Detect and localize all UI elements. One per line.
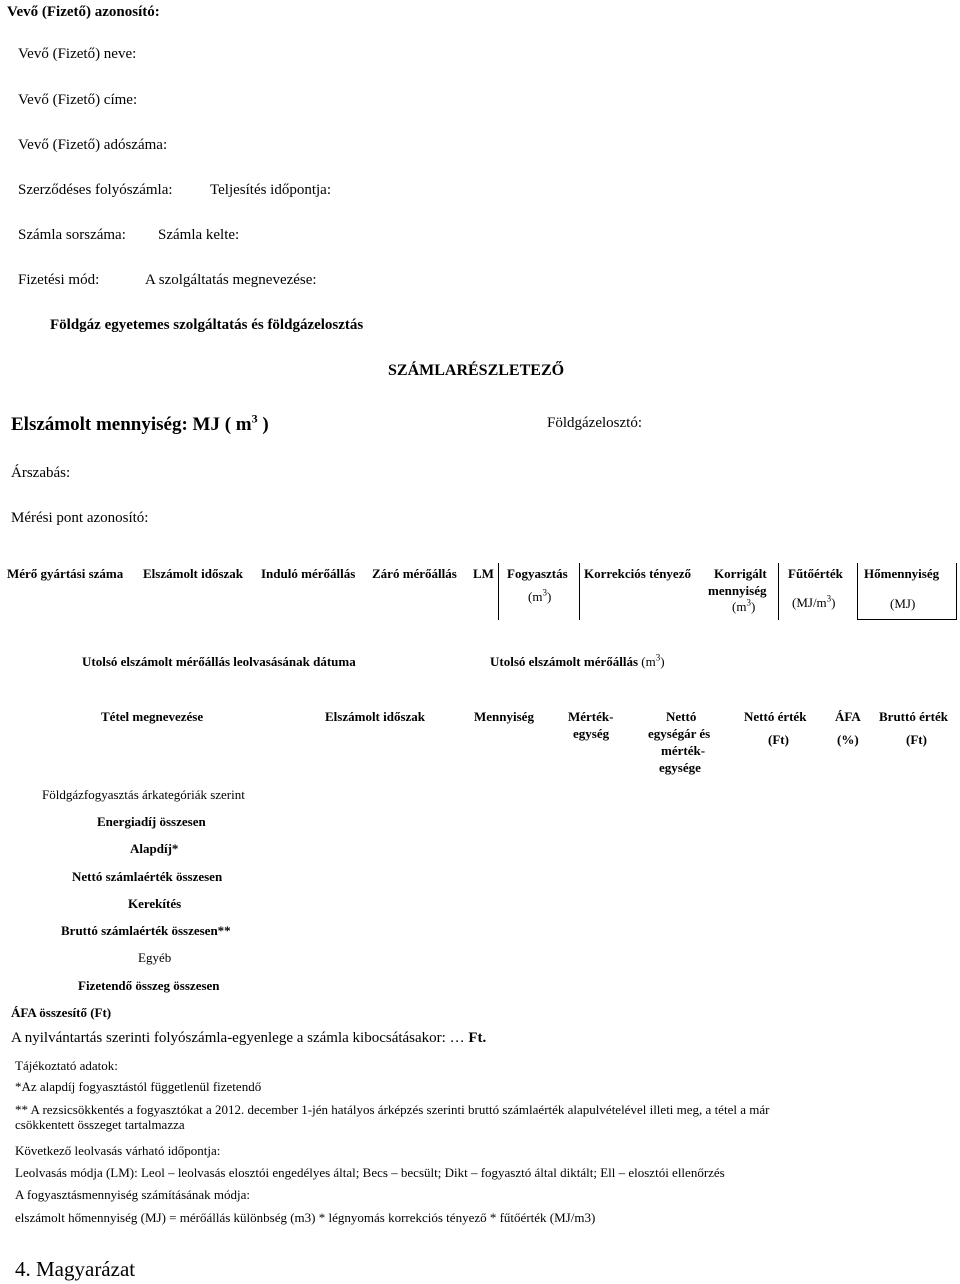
service-name-label: A szolgáltatás megnevezése: — [145, 272, 317, 288]
col-consumption-unit: $(m^3)$ — [528, 587, 552, 604]
item-row: Fizetendő összeg összesen — [78, 978, 220, 993]
invoice-number-label: Számla sorszáma: — [18, 227, 126, 243]
measure-point-label: Mérési pont azonosító: — [11, 510, 149, 526]
col-net-unit-price-4: egysége — [659, 760, 701, 775]
calc-method-title: A fogyasztásmennyiség számításának módja: — [15, 1187, 251, 1202]
col-item-period: Elszámolt időszak — [325, 709, 426, 724]
col-calorific-unit: $(MJ/m^3)$ — [792, 593, 836, 610]
col-corrected-2: mennyiség — [708, 583, 767, 598]
col-net-value: Nettó érték — [744, 709, 807, 724]
buyer-id-label: Vevő (Fizető) azonosító: — [7, 4, 160, 20]
meter-table-divider — [579, 563, 580, 620]
meter-table-divider — [857, 563, 858, 620]
col-gross-value: Bruttó érték — [879, 709, 948, 724]
col-vat-unit: (%) — [837, 732, 859, 747]
col-meter-serial: Mérő gyártási száma — [7, 566, 124, 581]
col-item-unit: Mérték- — [568, 709, 614, 724]
col-heat: Hőmennyiség — [864, 566, 940, 581]
pricing-label: Árszabás: — [11, 465, 71, 481]
buyer-name-label: Vevő (Fizető) neve: — [18, 46, 137, 62]
fulfilment-date-label: Teljesítés időpontja: — [210, 182, 332, 198]
col-vat: ÁFA — [835, 709, 861, 724]
col-corrected-unit: $(m^3)$ — [732, 597, 756, 614]
vat-summary-label: ÁFA összesítő (Ft) — [11, 1005, 112, 1020]
meter-table-divider — [498, 563, 499, 620]
section-title: SZÁMLARÉSZLETEZŐ — [388, 362, 565, 379]
item-row: Egyéb — [138, 950, 172, 965]
invoice-date-label: Számla kelte: — [158, 227, 240, 243]
item-row: Alapdíj* — [130, 841, 179, 856]
last-reading-date-label: Utolsó elszámolt mérőállás leolvasásának dátuma — [82, 654, 356, 669]
meter-table-divider — [956, 563, 957, 620]
contract-account-label: Szerződéses folyószámla: — [18, 182, 173, 198]
item-row: Kerekítés — [128, 896, 182, 911]
section-footer-heading: 4. Magyarázat — [15, 1257, 136, 1281]
meter-table-divider — [778, 563, 779, 620]
last-reading-label: Utolsó elszámolt mérőállás $(m^3)$ — [490, 652, 665, 669]
col-heat-unit: (MJ) — [890, 596, 916, 611]
col-net-unit-price-2: egységár és — [648, 726, 711, 741]
account-balance: A nyilvántartás szerinti folyószámla-egyenlege a számla kibocsátásakor: … Ft. — [11, 1030, 487, 1046]
col-correction: Korrekciós tényező — [584, 566, 691, 581]
distributor-label: Földgázelosztó: — [547, 415, 642, 431]
col-start-reading: Induló mérőállás — [261, 566, 356, 581]
col-reading-method: LM — [473, 566, 494, 581]
buyer-address-label: Vevő (Fizető) címe: — [18, 92, 138, 108]
item-row: Energiadíj összesen — [97, 814, 206, 829]
note-rezsi-line2: csökkentett összeget tartalmazza — [15, 1117, 185, 1132]
calc-formula: elszámolt hőmennyiség (MJ) = mérőállás különbség (m3) * légnyomás korrekciós tényező * fűtőérték (MJ/m3) — [15, 1210, 596, 1225]
col-billed-period: Elszámolt időszak — [143, 566, 244, 581]
buyer-tax-label: Vevő (Fizető) adószáma: — [18, 137, 168, 153]
col-net-unit-price-3: mérték- — [661, 743, 706, 758]
payment-method-label: Fizetési mód: — [18, 272, 100, 288]
service-title: Földgáz egyetemes szolgáltatás és földgázelosztás — [50, 317, 364, 333]
col-gross-value-unit: (Ft) — [906, 732, 927, 747]
col-item-quantity: Mennyiség — [474, 709, 534, 724]
col-end-reading: Záró mérőállás — [372, 566, 457, 581]
col-consumption: Fogyasztás — [507, 566, 568, 581]
next-reading-label: Következő leolvasás várható időpontja: — [15, 1143, 221, 1158]
col-net-unit-price: Nettó — [666, 709, 697, 724]
col-calorific: Fűtőérték — [788, 566, 843, 581]
col-item-unit-2: egység — [573, 726, 610, 741]
item-row: Bruttó számlaérték összesen** — [61, 923, 231, 938]
note-rezsi-line1: ** A rezsicsökkentés a fogyasztókat a 2012. december 1-jén hatályos árképzés szerinti bruttó számlaérték alapulvételével illeti meg, a tétel a már — [15, 1102, 770, 1117]
meter-table-bottom — [857, 619, 957, 620]
col-corrected: Korrigált — [714, 566, 767, 581]
reading-method-legend: Leolvasás módja (LM): Leol – leolvasás elosztói engedélyes által; Becs – becsült; Dikt – fogyasztó által diktált; Ell – elosztói ellenőrzés — [15, 1165, 725, 1180]
info-title: Tájékoztató adatok: — [15, 1058, 118, 1073]
billed-quantity: Elszámolt mennyiség: MJ ( $m^3$ ) — [11, 411, 269, 435]
note-base-fee: *Az alapdíj fogyasztástól függetlenül fizetendő — [15, 1079, 262, 1094]
item-row: Földgázfogyasztás árkategóriák szerint — [42, 787, 245, 802]
item-row: Nettó számlaérték összesen — [72, 869, 223, 884]
col-item-name: Tétel megnevezése — [101, 709, 204, 724]
col-net-value-unit: (Ft) — [768, 732, 789, 747]
